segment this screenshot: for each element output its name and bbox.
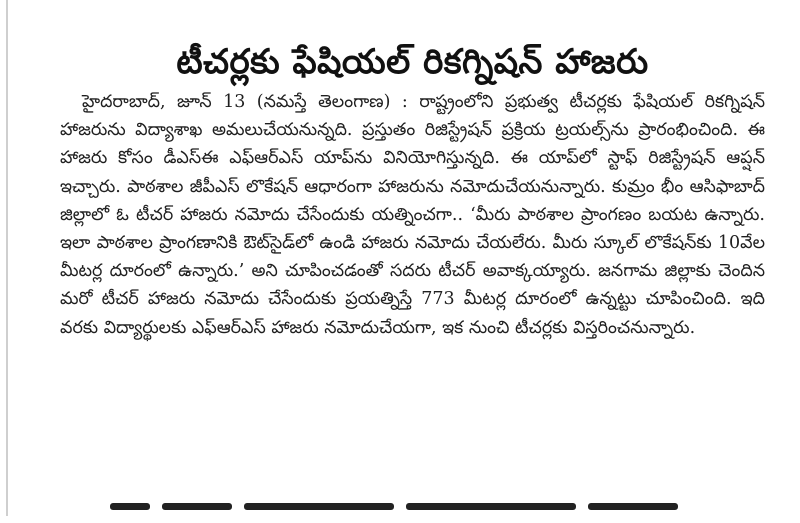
column-divider xyxy=(6,0,8,516)
news-article xyxy=(60,40,765,342)
article-body: హైదరాబాద్, జూన్ 13 (నమస్తే తెలంగాణ) : రాష్ట్రంలోని ప్రభుత్వ టీచర్లకు ఫేషియల్ రికగ్నిషన్ హాజరును విద్యాశాఖ అమలుచేయనున్నది. ప్రస్తుతం రిజిస్ట్రేషన్ ప్రక్రియ ట్రయల్స్‌ను ప్రారంభించింది. ఈ హాజరు కోసం డీఎస్ఈ ఎఫ్ఆర్ఎస్ యాప్‌ను వినియోగిస్తున్నది. ఈ యాప్‌లో స్టాఫ్ రిజిస్ట్రేషన్ ఆప్షన్ ఇచ్చారు. పాఠశాల జీపీఎస్ లొకేషన్ ఆధారంగా హాజరును నమోదుచేయనున్నారు. కుమ్రం భీం ఆసిఫాబాద్ జిల్లాలో ఓ టీచర్ హాజరు నమోదు చేసేందుకు యత్నించగా.. ‘మీరు పాఠశాల ప్రాంగణం బయట ఉన్నారు. ఇలా పాఠశాల ప్రాంగణానికి ఔట్‌సైడ్‌లో ఉండి హాజరు నమోదు చేయలేరు. మీరు స్కూల్ లొకేషన్‌కు 10వేల మీటర్ల దూరంలో ఉన్నారు.’ అని చూపించడంతో సదరు టీచర్ అవాక్కయ్యారు. జనగామ జిల్లాకు చెందిన మరో టీచర్ హాజరు నమోదు చేసేందుకు ప్రయత్నిస్తే 773 మీటర్ల దూరంలో ఉన్నట్టు చూపించింది. ఇది వరకు విద్యార్థులకు ఎఫ్ఆర్ఎస్ హాజరు నమోదుచేయగా, ఇక నుంచి టీచర్లకు విస్తరించనున్నారు. xyxy=(60,92,765,338)
cropped-text-fragment xyxy=(588,503,678,510)
cropped-text-fragment xyxy=(110,503,150,510)
cropped-text-fragment xyxy=(406,503,576,510)
cropped-text-fragment xyxy=(244,503,394,510)
cropped-next-headline xyxy=(110,503,700,523)
cropped-text-fragment xyxy=(162,503,232,510)
article-headline: టీచర్లకు ఫేషియల్ రికగ్నిషన్ హాజరు xyxy=(176,42,649,82)
